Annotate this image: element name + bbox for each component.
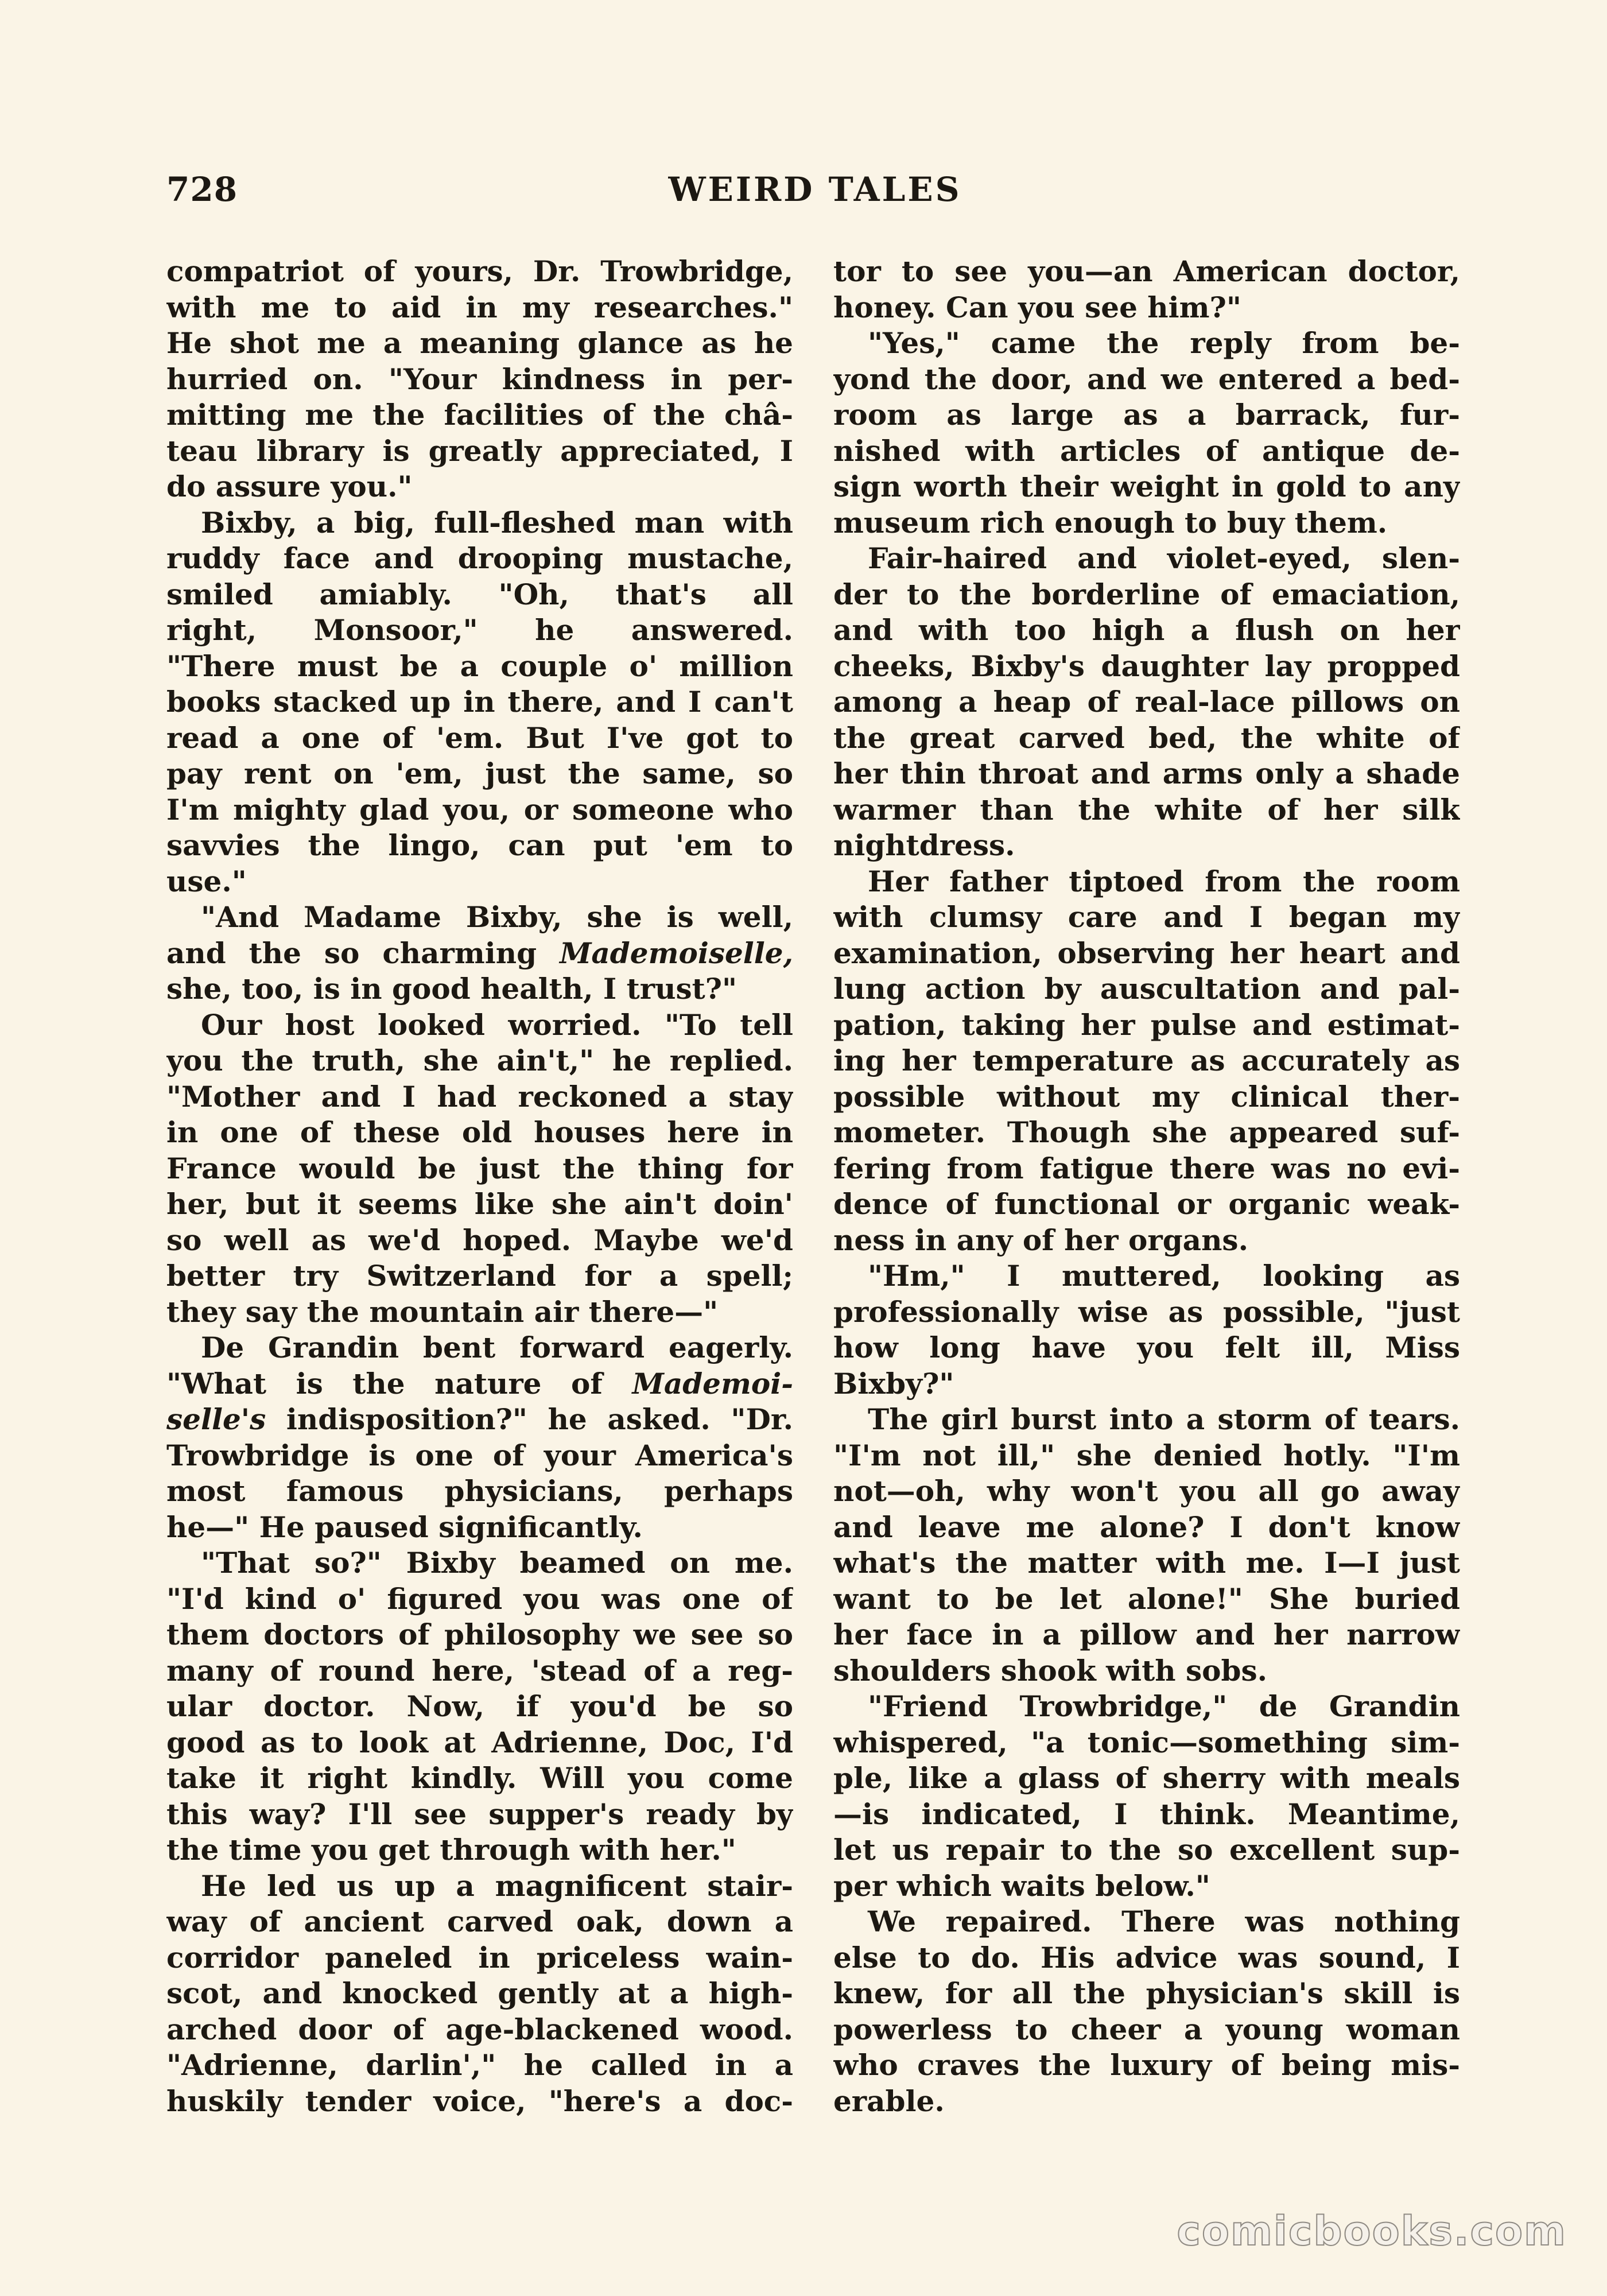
text-line: ness in any of her organs. — [833, 1223, 1248, 1257]
text-line: not—oh, why won't you all go away — [833, 1474, 1460, 1508]
text-line: right, Monsoor," he answered. — [166, 613, 793, 647]
text-line: most famous physicians, perhaps — [166, 1474, 793, 1508]
text-line: Her father tiptoed from the room — [868, 864, 1460, 898]
text-line: examination, observing her heart and — [833, 936, 1460, 970]
text-line: so well as we'd hoped. Maybe we'd — [166, 1223, 793, 1257]
text-line: shoulders shook with sobs. — [833, 1653, 1268, 1688]
text-line: sign worth their weight in gold to any — [833, 470, 1460, 503]
text-line: huskily tender voice, "here's a doc- — [166, 2084, 793, 2118]
text-line: He shot me a meaning glance as he — [166, 326, 793, 360]
text-line: better try Switzerland for a spell; — [166, 1259, 793, 1293]
text-line: He led us up a magnificent stair- — [201, 1868, 793, 1903]
text-line: professionally wise as possible, "just — [833, 1294, 1460, 1329]
text-line: teau library is greatly appreciated, I — [166, 433, 793, 468]
text-line: ple, like a glass of sherry with meals — [833, 1761, 1460, 1795]
text-line: "That so?" Bixby beamed on me. — [201, 1546, 793, 1580]
text-line: fering from fatigue there was no evi- — [833, 1151, 1460, 1185]
text-line: they say the mountain air there—" — [166, 1294, 719, 1329]
text-line: possible without my clinical ther- — [833, 1079, 1460, 1114]
text-line: Bixby, a big, full-fleshed man with — [201, 505, 793, 540]
text-line: how long have you felt ill, Miss — [833, 1331, 1460, 1364]
text-line: she, too, is in good health, I trust?" — [166, 972, 737, 1006]
text-line: the time you get through with her." — [166, 1833, 736, 1867]
text-line: her thin throat and arms only a shade — [833, 757, 1460, 790]
text-line: "Friend Trowbridge," de Grandin — [868, 1689, 1460, 1723]
text-line: let us repair to the so excellent sup- — [833, 1833, 1460, 1867]
text-line: corridor paneled in priceless wain- — [166, 1940, 793, 1975]
text-line: "Hm," I muttered, looking as — [868, 1259, 1460, 1293]
text-line: and leave me alone? I don't know — [833, 1510, 1460, 1544]
text-line: "There must be a couple o' million — [166, 649, 793, 683]
text-line: this way? I'll see supper's ready by — [166, 1797, 793, 1831]
text-line: "What is the nature of Mademoi- — [166, 1366, 793, 1401]
text-line: mitting me the facilities of the châ- — [166, 398, 793, 432]
text-line: mometer. Though she appeared suf- — [833, 1115, 1460, 1149]
text-line: yond the door, and we entered a bed- — [833, 362, 1460, 396]
text-line: want to be let alone!" She buried — [833, 1581, 1460, 1616]
text-line: tor to see you—an American doctor, — [833, 254, 1460, 288]
text-line: nished with articles of antique de- — [833, 433, 1460, 468]
text-line: pay rent on 'em, just the same, so — [166, 757, 793, 790]
text-line: per which waits below." — [833, 1868, 1210, 1903]
text-line: Bixby?" — [833, 1366, 954, 1401]
text-line: the great carved bed, the white of — [833, 720, 1460, 755]
text-line: "And Madame Bixby, she is well, — [201, 900, 793, 934]
text-line: what's the matter with me. I—I just — [833, 1546, 1460, 1580]
text-line: museum rich enough to buy them. — [833, 505, 1388, 540]
text-line: compatriot of yours, Dr. Trowbridge, — [166, 254, 793, 288]
text-line: do assure you." — [166, 470, 413, 503]
text-line: knew, for all the physician's skill is — [833, 1976, 1460, 2010]
text-line: them doctors of philosophy we see so — [166, 1618, 793, 1651]
text-line: else to do. His advice was sound, I — [833, 1940, 1460, 1975]
text-line: take it right kindly. Will you come — [166, 1761, 793, 1795]
text-line: ruddy face and drooping mustache, — [166, 541, 793, 575]
text-line: The girl burst into a storm of tears. — [868, 1402, 1460, 1436]
text-line: use." — [166, 864, 247, 898]
text-line: "I'd kind o' figured you was one of — [166, 1581, 793, 1616]
text-line: books stacked up in there, and I can't — [166, 685, 793, 719]
text-line: nightdress. — [833, 828, 1015, 862]
text-line: "Mother and I had reckoned a stay — [166, 1079, 793, 1114]
text-line: De Grandin bent forward eagerly. — [201, 1331, 793, 1364]
text-line: many of round here, 'stead of a reg- — [166, 1653, 793, 1688]
text-line: der to the borderline of emaciation, — [833, 577, 1460, 611]
text-line: in one of these old houses here in — [166, 1115, 793, 1149]
text-line: room as large as a barrack, fur- — [833, 398, 1460, 432]
text-line: Fair-haired and violet-eyed, slen- — [868, 541, 1460, 575]
text-line: erable. — [833, 2084, 945, 2118]
text-line: read a one of 'em. But I've got to — [166, 720, 793, 755]
text-line: warmer than the white of her silk — [833, 792, 1460, 827]
text-line: lung action by auscultation and pal- — [833, 972, 1460, 1006]
text-line: honey. Can you see him?" — [833, 290, 1241, 324]
text-line: among a heap of real-lace pillows on — [833, 685, 1460, 719]
text-line: France would be just the thing for — [166, 1151, 793, 1185]
text-line: "Adrienne, darlin'," he called in a — [166, 2048, 793, 2082]
text-column-left — [166, 254, 793, 2125]
watermark-logo: comicbooks.com — [1177, 2208, 1567, 2255]
text-line: smiled amiably. "Oh, that's all — [166, 577, 793, 611]
text-line: pation, taking her pulse and estimat- — [833, 1007, 1460, 1042]
text-line: and with too high a flush on her — [833, 613, 1460, 647]
text-line: Our host looked worried. "To tell — [201, 1007, 793, 1042]
text-line: way of ancient carved oak, down a — [166, 1905, 793, 1938]
text-line: "I'm not ill," she denied hotly. "I'm — [833, 1438, 1460, 1472]
text-line: savvies the lingo, can put 'em to — [166, 828, 793, 862]
text-line: her face in a pillow and her narrow — [833, 1618, 1460, 1651]
text-line: ular doctor. Now, if you'd be so — [166, 1689, 793, 1723]
page-number: 728 — [166, 170, 238, 209]
text-line: powerless to cheer a young woman — [833, 2012, 1460, 2046]
text-line: —is indicated, I think. Meantime, — [833, 1797, 1460, 1831]
text-line: ing her temperature as accurately as — [833, 1044, 1460, 1077]
text-line: "Yes," came the reply from be- — [868, 326, 1460, 360]
text-line: who craves the luxury of being mis- — [833, 2048, 1460, 2082]
text-line: you the truth, she ain't," he replied. — [166, 1044, 793, 1077]
text-line: with me to aid in my researches." — [166, 290, 793, 324]
text-line: dence of functional or organic weak- — [833, 1187, 1460, 1221]
text-column-right — [833, 254, 1460, 2125]
text-line: cheeks, Bixby's daughter lay propped — [833, 649, 1460, 683]
magazine-title: WEIRD TALES — [668, 170, 962, 209]
text-line: hurried on. "Your kindness in per- — [166, 362, 793, 396]
text-line: I'm mighty glad you, or someone who — [166, 792, 793, 827]
text-line: Trowbridge is one of your America's — [166, 1438, 793, 1472]
text-line: with clumsy care and I began my — [833, 900, 1460, 934]
text-line: scot, and knocked gently at a high- — [166, 1976, 793, 2010]
page-header — [166, 170, 1464, 216]
text-line: and the so charming Mademoiselle, — [166, 936, 793, 970]
text-line: We repaired. There was nothing — [868, 1905, 1460, 1938]
text-line: whispered, "a tonic—something sim- — [833, 1725, 1460, 1759]
text-line: good as to look at Adrienne, Doc, I'd — [166, 1725, 793, 1759]
text-line: he—" He paused significantly. — [166, 1510, 643, 1544]
text-line: her, but it seems like she ain't doin' — [166, 1187, 793, 1221]
text-line: arched door of age-blackened wood. — [166, 2012, 793, 2046]
text-line: selle's indisposition?" he asked. "Dr. — [166, 1402, 793, 1436]
